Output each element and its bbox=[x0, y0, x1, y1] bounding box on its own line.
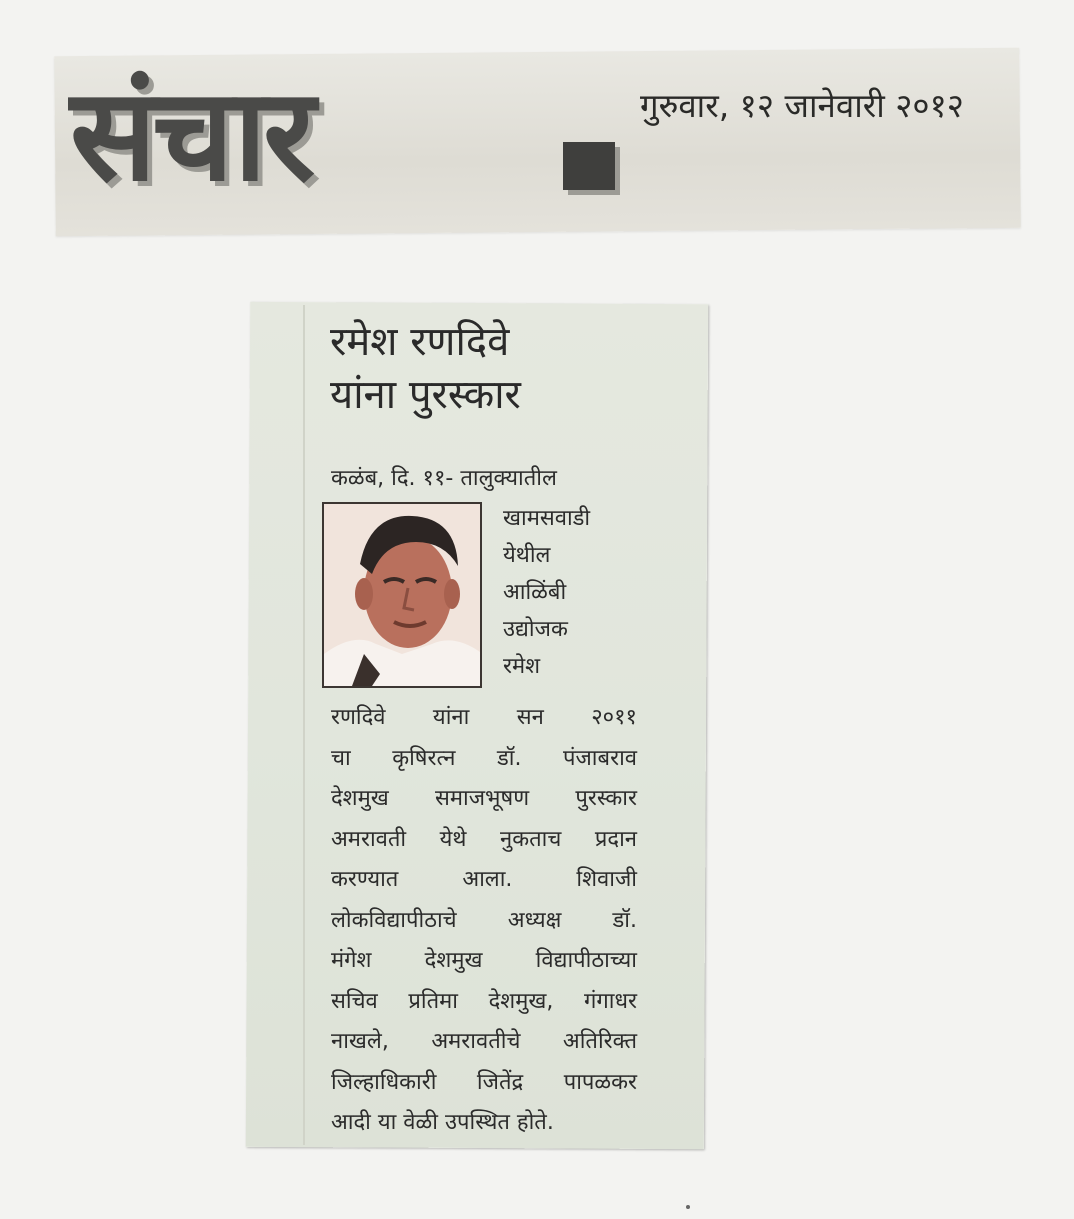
paper-speck bbox=[686, 1205, 690, 1209]
newspaper-logo: संचार bbox=[70, 61, 312, 210]
body-line: रमेश bbox=[503, 654, 541, 679]
body-line: आदी या वेळी उपस्थित होते. bbox=[331, 1110, 554, 1135]
body-line: लोकविद्यापीठाचे अध्यक्ष डॉ. bbox=[331, 907, 637, 933]
body-line: सचिव प्रतिमा देशमुख, गंगाधर bbox=[331, 988, 637, 1014]
masthead-square-mark bbox=[563, 142, 615, 190]
body-line: रणदिवे यांना सन २०११ bbox=[331, 705, 637, 730]
publication-date: गुरुवार, १२ जानेवारी २०१२ bbox=[640, 86, 964, 125]
body-line: आळिंबी bbox=[503, 580, 567, 605]
body-line: जिल्हाधिकारी जितेंद्र पापळकर bbox=[331, 1069, 637, 1095]
portrait-photo-icon bbox=[322, 502, 482, 688]
body-line: उद्योजक bbox=[503, 617, 568, 642]
body-line: देशमुख समाजभूषण पुरस्कार bbox=[331, 786, 637, 811]
headline-line: यांना पुरस्कार bbox=[330, 372, 521, 418]
article-narrow-column bbox=[503, 500, 643, 685]
body-line: करण्यात आला. शिवाजी bbox=[331, 867, 637, 892]
clipping-column-rule bbox=[303, 305, 305, 1145]
headline-line: रमेश रणदिवे bbox=[330, 319, 510, 365]
article-headline bbox=[330, 316, 660, 422]
article-body bbox=[331, 698, 637, 1144]
body-line: चा कृषिरत्न डॉ. पंजाबराव bbox=[331, 745, 637, 771]
body-line: खामसवाडी bbox=[503, 506, 591, 531]
article-dateline: कळंब, दि. ११- तालुक्यातील bbox=[331, 466, 557, 491]
body-line: येथील bbox=[503, 543, 551, 568]
body-line: नाखले, अमरावतीचे अतिरिक्त bbox=[331, 1029, 637, 1054]
body-line: मंगेश देशमुख विद्यापीठाच्या bbox=[331, 948, 637, 973]
body-line: अमरावती येथे नुकताच प्रदान bbox=[331, 826, 637, 852]
